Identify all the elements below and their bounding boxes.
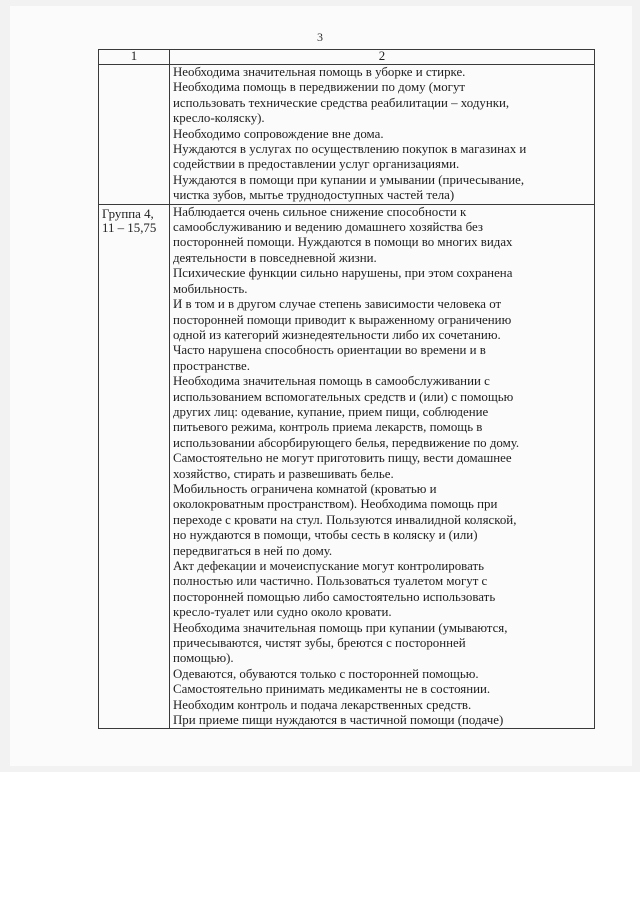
text-line: Одеваются, обуваются только с посторонней помощью.	[173, 666, 479, 681]
table-cell-description	[170, 65, 595, 205]
text-line: Самостоятельно принимать медикаменты не в состоянии.	[173, 682, 491, 697]
text-line: При приеме пищи нуждаются в частичной помощи (подаче)	[173, 713, 504, 728]
text-line: но нуждаются в помощи, чтобы сесть в коляску и (или)	[173, 528, 478, 543]
text-line: Наблюдается очень сильное снижение способности к	[173, 204, 467, 219]
text-line: Акт дефекации и мочеиспускание могут контролировать	[173, 559, 484, 573]
text-line: одной из категорий жизнедеятельности либо их сочетанию.	[173, 327, 501, 342]
document-table	[98, 49, 595, 729]
text-line: Необходима значительная помощь в самообслуживании с	[173, 374, 490, 389]
text-line: использовании абсорбирующего белья, передвижение по дому.	[173, 435, 520, 450]
text-line: самообслуживанию и ведению домашнего хозяйства без	[173, 220, 483, 235]
text-line: полностью или частично. Пользоваться туалетом могут с	[173, 574, 488, 589]
text-line: 11 – 15,75	[102, 220, 157, 235]
text-line: использовать технические средства реабилитации – ходунки,	[173, 95, 510, 110]
table-header-col-1: 1	[99, 50, 170, 65]
text-line: мобильность.	[173, 281, 248, 296]
text-line: посторонней помощи приводит к выраженному ограничению	[173, 312, 512, 327]
text-line: Психические функции сильно нарушены, при этом сохранена	[173, 266, 513, 281]
text-line: передвигаться в ней по дому.	[173, 543, 333, 558]
text-line: кресло-туалет или судно около кровати.	[173, 605, 392, 620]
text-line: Группа 4,	[102, 206, 154, 221]
table-row	[99, 65, 595, 205]
page-number: 3	[317, 30, 323, 44]
text-line: Нуждаются в услугах по осуществлению покупок в магазинах и	[173, 142, 527, 157]
text-line: Необходим контроль и подача лекарственных средств.	[173, 697, 472, 712]
table-header-row	[99, 50, 595, 65]
table-cell-group	[99, 204, 170, 729]
text-line: Самостоятельно не могут приготовить пищу, вести домашнее	[173, 451, 512, 466]
table-cell-group	[99, 65, 170, 205]
text-line: кресло-коляску).	[173, 111, 265, 126]
text-line: чистка зубов, мытье труднодоступных частей тела)	[173, 188, 455, 203]
text-line: питьевого режима, контроль приема лекарств, помощь в	[173, 420, 483, 435]
table-cell-description	[170, 204, 595, 729]
text-line: других лиц: одевание, купание, прием пищи, соблюдение	[173, 404, 489, 419]
text-line: Необходима помощь в передвижении по дому (могут	[173, 80, 466, 95]
text-line: И в том и в другом случае степень зависимости человека от	[173, 297, 502, 312]
text-line: причесываются, чистят зубы, бреются с посторонней	[173, 636, 466, 651]
text-line: хозяйство, стирать и развешивать белье.	[173, 466, 394, 481]
text-line: пространстве.	[173, 358, 250, 373]
text-line: Необходимо сопровождение вне дома.	[173, 126, 384, 141]
text-line: использованием вспомогательных средств и (или) с помощью	[173, 389, 514, 404]
text-line: деятельности в повседневной жизни.	[173, 250, 377, 265]
text-line: Мобильность ограничена комнатой (кроватью и	[173, 481, 437, 496]
text-line: помощью).	[173, 651, 234, 666]
text-line: Необходима значительная помощь в уборке и стирке.	[173, 65, 466, 79]
text-line: Необходима значительная помощь при купании (умываются,	[173, 620, 508, 635]
text-line: околокроватным пространством). Необходима помощь при	[173, 497, 498, 512]
text-line: содействии в предоставлении услуг организациями.	[173, 157, 460, 172]
text-line: переходе с кровати на стул. Пользуются инвалидной коляской,	[173, 512, 517, 527]
text-line: Нуждаются в помощи при купании и умывании (причесывание,	[173, 172, 525, 187]
table-header-col-2: 2	[170, 50, 595, 65]
text-line: Часто нарушена способность ориентации во времени и в	[173, 343, 486, 358]
text-line: посторонней помощью либо самостоятельно использовать	[173, 589, 496, 604]
text-line: посторонней помощи. Нуждаются в помощи во многих видах	[173, 235, 513, 250]
table-row	[99, 204, 595, 729]
